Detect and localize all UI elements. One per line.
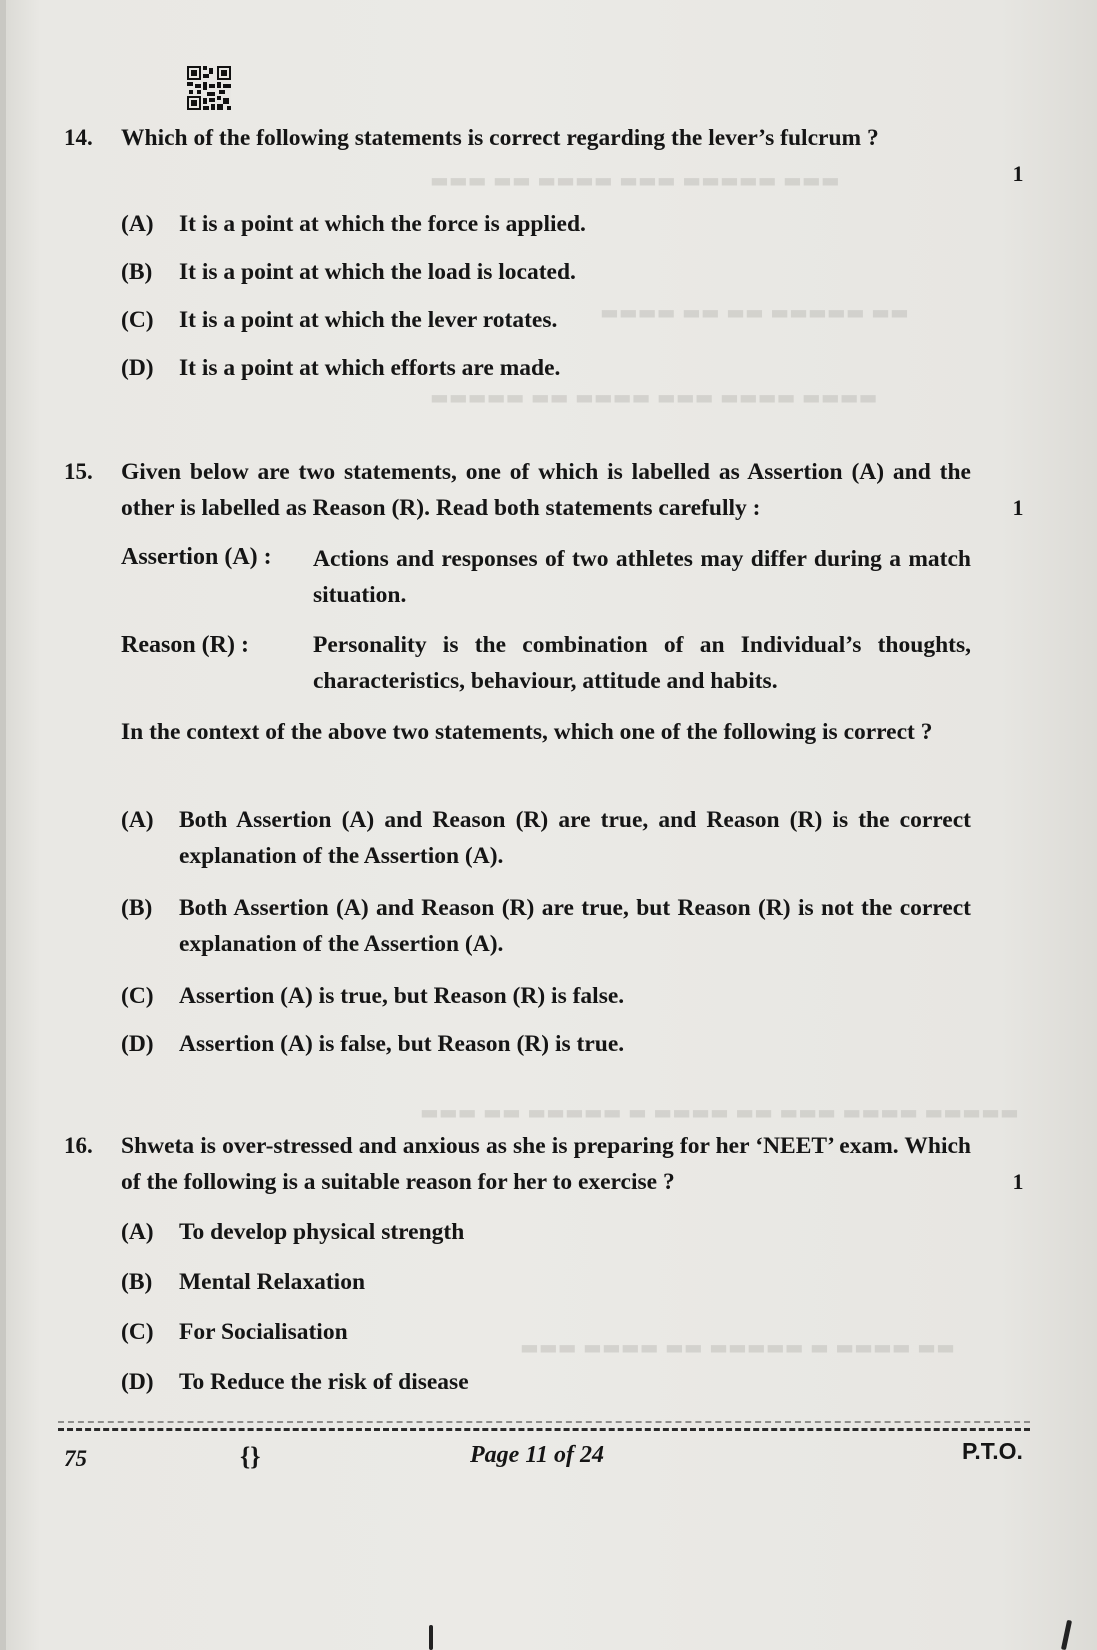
footer-braces: {} [240, 1442, 261, 1471]
please-turn-over: P.T.O. [962, 1438, 1023, 1464]
pen-mark [429, 1625, 433, 1650]
bleed-through-text: ▬▬▬▬▬ ▬▬ ▬▬▬▬ ▬▬▬ ▬▬▬▬ ▬▬▬▬ [430, 385, 878, 409]
question-text: Shweta is over-stressed and anxious as she is preparing for her ‘NEET’ exam. Which of the following is a suitable reason for her to exercise ? [121, 1133, 971, 1195]
bleed-through-text: ▬▬▬▬ ▬▬ ▬▬ ▬▬▬▬▬ ▬▬ [600, 300, 909, 324]
option-label: (A) [121, 211, 154, 237]
bleed-through-text: ▬▬▬ ▬▬ ▬▬▬▬ ▬▬▬ ▬▬▬▬▬ ▬▬▬ [430, 168, 840, 192]
option-a [121, 802, 971, 874]
option-text: It is a point at which the load is located. [179, 259, 576, 285]
page-number: Page 11 of 24 [470, 1442, 604, 1468]
option-text: Both Assertion (A) and Reason (R) are true, and Reason (R) is the correct explanation of the Assertion (A). [179, 807, 971, 869]
bleed-through-text: ▬▬▬ ▬▬ ▬▬▬▬▬ ▬ ▬▬▬▬ ▬▬ ▬▬▬ ▬▬▬▬ ▬▬▬▬▬ [420, 1100, 1019, 1124]
option-label: (C) [121, 1319, 154, 1345]
question-marks: 1 [1012, 495, 1024, 520]
reason-label: Reason (R) : [121, 632, 249, 658]
option-text: Mental Relaxation [179, 1269, 366, 1295]
question-number: 14. [64, 125, 93, 150]
option-text: It is a point at which the lever rotates. [179, 307, 558, 333]
option-text: Assertion (A) is true, but Reason (R) is false. [179, 983, 625, 1009]
page-edge-shadow [0, 0, 6, 1650]
question-number: 15. [64, 459, 93, 484]
question-marks: 1 [1012, 1169, 1024, 1194]
reason-text: Personality is the combination of an Individual’s thoughts, characteristics, behaviour, attitude and habits. [313, 632, 971, 694]
option-text: For Socialisation [179, 1319, 348, 1345]
option-text: To Reduce the risk of disease [179, 1369, 469, 1395]
page-divider [58, 1428, 1030, 1431]
option-label: (D) [121, 355, 154, 381]
question-text: Given below are two statements, one of which is labelled as Assertion (A) and the other is labelled as Reason (R). Read both statements carefully : [121, 459, 971, 521]
option-b [121, 890, 971, 962]
option-text: It is a point at which efforts are made. [179, 355, 561, 381]
option-label: (C) [121, 983, 154, 1009]
option-label: (D) [121, 1369, 154, 1395]
option-text: To develop physical strength [179, 1219, 465, 1245]
option-text: Both Assertion (A) and Reason (R) are true, but Reason (R) is not the correct explanation of the Assertion (A). [179, 895, 971, 957]
paper-code: 75 [64, 1446, 87, 1471]
question-text: Which of the following statements is correct regarding the lever’s fulcrum ? [121, 125, 879, 151]
question-marks: 1 [1012, 161, 1024, 186]
option-label: (B) [121, 895, 153, 921]
option-text: It is a point at which the force is applied. [179, 211, 586, 237]
pen-mark [1061, 1620, 1072, 1650]
option-label: (B) [121, 1269, 153, 1295]
option-label: (A) [121, 807, 154, 833]
option-text: Assertion (A) is false, but Reason (R) is true. [179, 1031, 625, 1057]
option-label: (B) [121, 259, 153, 285]
option-label: (A) [121, 1219, 154, 1245]
bleed-through-text: ▬▬▬ ▬▬▬▬ ▬▬ ▬▬▬▬▬ ▬ ▬▬▬▬ ▬▬ [520, 1335, 955, 1359]
page-divider [58, 1421, 1030, 1423]
option-label: (D) [121, 1031, 154, 1057]
question-number: 16. [64, 1133, 93, 1158]
qr-code-icon [187, 66, 231, 110]
option-label: (C) [121, 307, 154, 333]
question-context: In the context of the above two statements, which one of the following is correct ? [121, 719, 933, 745]
assertion-label: Assertion (A) : [121, 544, 272, 570]
assertion-text: Actions and responses of two athletes may differ during a match situation. [313, 546, 971, 608]
